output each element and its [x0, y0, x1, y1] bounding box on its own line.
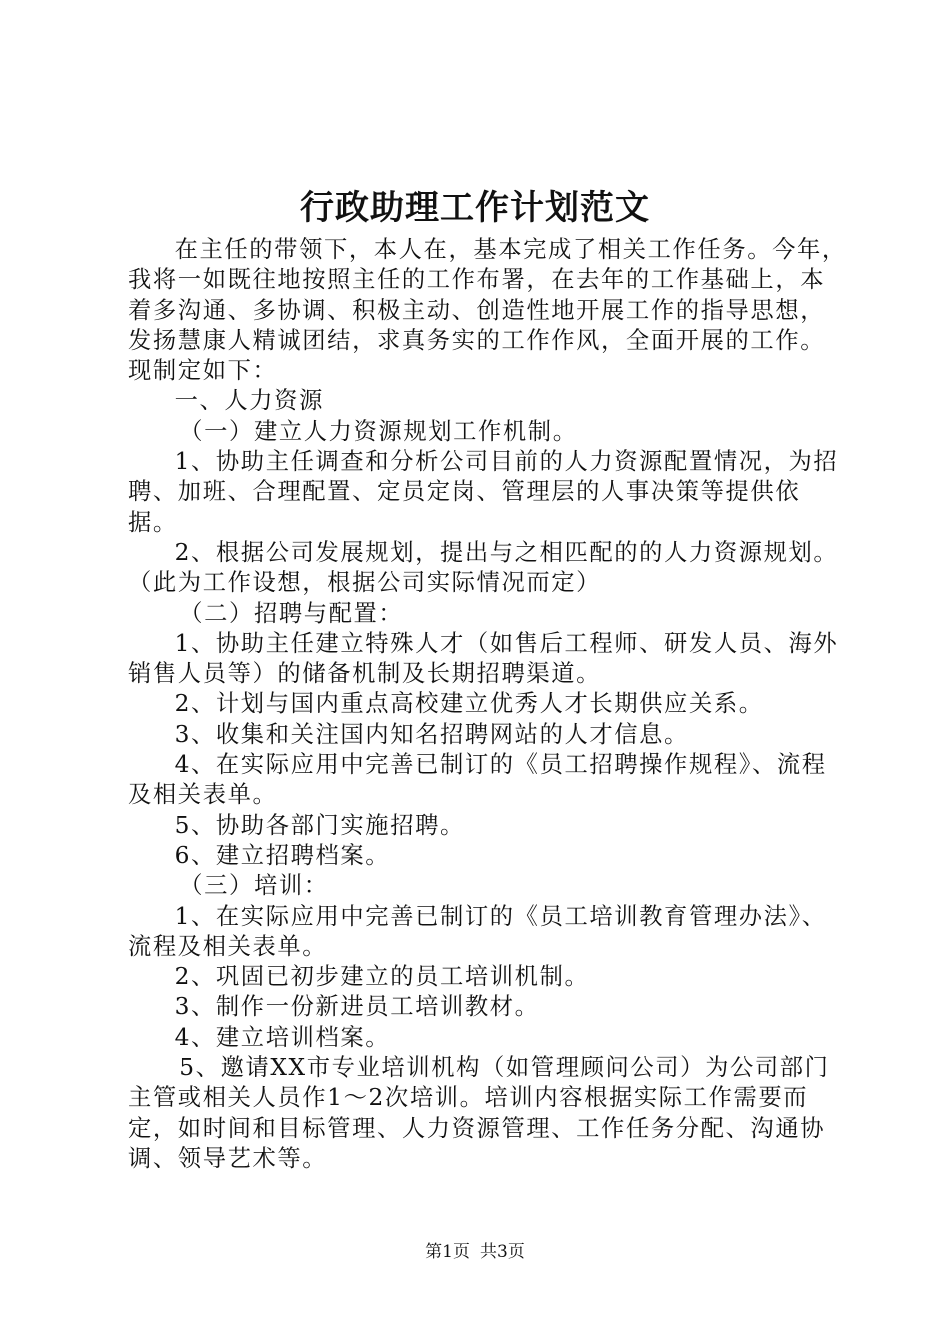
paragraph-item: 1、在实际应用中完善已制订的《员工培训教育管理办法》、流程及相关表单。 — [128, 902, 827, 960]
page-number: 第1页 — [425, 1242, 470, 1262]
paragraph-item: 1、协助主任建立特殊人才（如售后工程师、研发人员、海外销售人员等）的储备机制及长期招聘渠道。 — [128, 629, 839, 688]
paragraph-item: 4、在实际应用中完善已制订的《员工招聘操作规程》、流程及相关表单。 — [128, 751, 827, 809]
paragraph-item: 2、根据公司发展规划，提出与之相匹配的的人力资源规划。（此为工作设想，根据公司实际情况而定） — [128, 538, 839, 597]
paragraph-item: 5、邀请XX市专业培训机构（如管理顾问公司）为公司部门主管或相关人员作1～2次培训。培训内容根据实际工作需要而定，如时间和目标管理、人力资源管理、工作任务分配、沟通协调、领导艺术等。 — [128, 1054, 830, 1172]
document-body — [128, 235, 848, 1174]
page-total: 共3页 — [480, 1242, 525, 1262]
paragraph-item: 4、建立培训档案。 — [174, 1023, 391, 1051]
subsection-heading-training: （三）培训： — [179, 872, 329, 900]
document-title: 行政助理工作计划范文 — [300, 188, 650, 228]
paragraph-item: 6、建立招聘档案。 — [174, 841, 391, 869]
paragraph-intro: 在主任的带领下，本人在，基本完成了相关工作任务。今年，我将一如既往地按照主任的工作布署，在去年的工作基础上，本着多沟通、多协调、积极主动、创造性地开展工作的指导思想，发扬慧康人精诚团结，求真务实的工作作风，全面开展的工作。现制定如下： — [128, 236, 847, 385]
paragraph-item: 1、协助主任调查和分析公司目前的人力资源配置情况，为招聘、加班、合理配置、定员定岗、管理层的人事决策等提供依据。 — [128, 448, 839, 536]
subsection-heading-planning: （一）建立人力资源规划工作机制。 — [179, 417, 578, 445]
paragraph-item: 5、协助各部门实施招聘。 — [174, 811, 465, 839]
section-heading-hr: 一、人力资源 — [174, 387, 324, 415]
paragraph-item: 3、收集和关注国内知名招聘网站的人才信息。 — [174, 720, 689, 748]
page-footer — [0, 1240, 950, 1264]
paragraph-item: 2、计划与国内重点高校建立优秀人才长期供应关系。 — [174, 690, 764, 718]
subsection-heading-recruitment: （二）招聘与配置： — [179, 599, 404, 627]
paragraph-item: 2、巩固已初步建立的员工培训机制。 — [174, 963, 590, 991]
paragraph-item: 3、制作一份新进员工培训教材。 — [174, 993, 540, 1021]
